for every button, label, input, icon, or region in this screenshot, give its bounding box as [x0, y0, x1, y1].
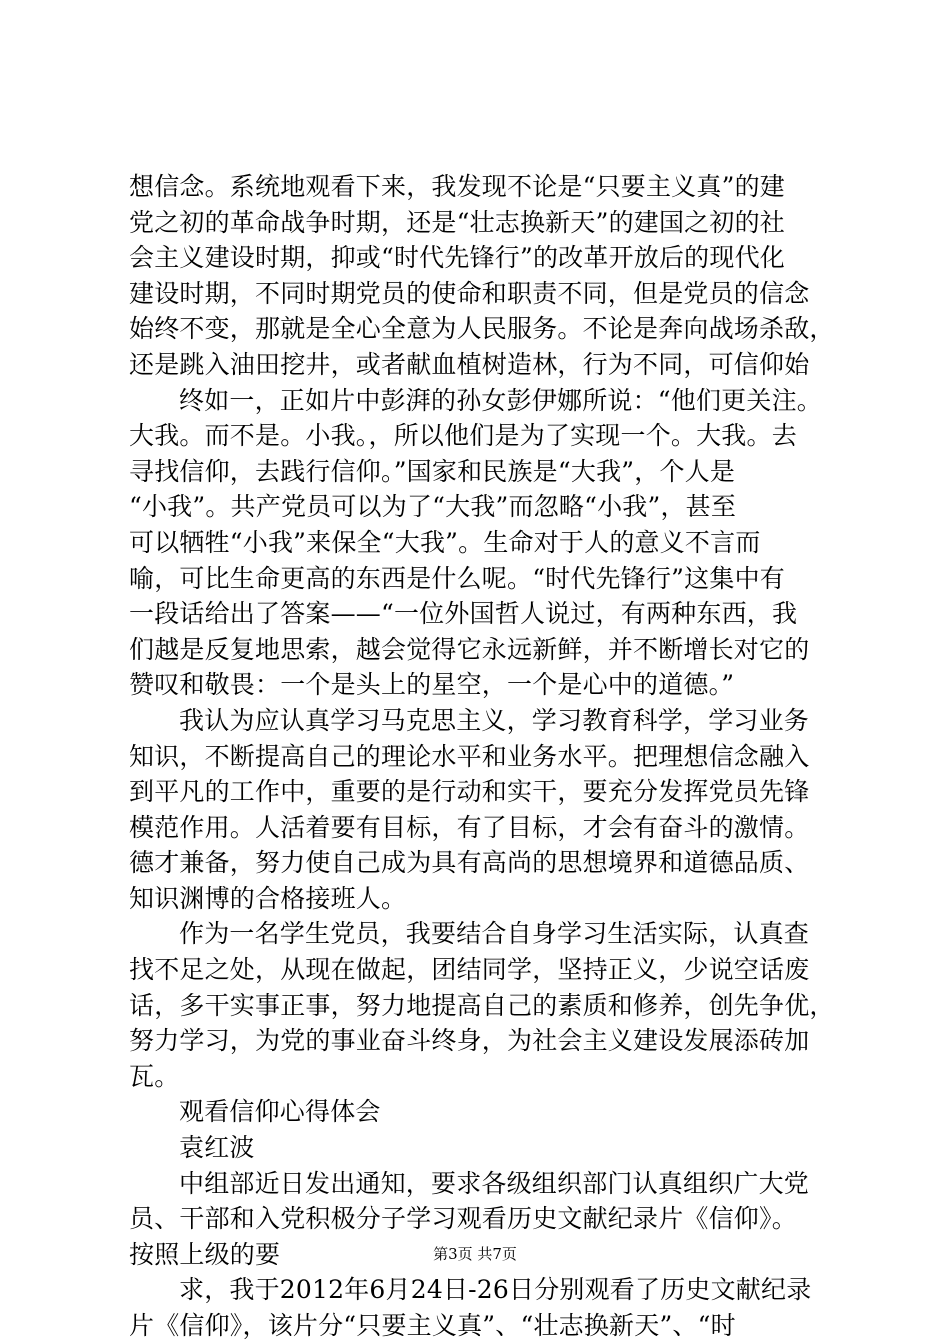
text-line: 中组部近日发出通知，要求各级组织部门认真组织广大党 [179, 1168, 810, 1198]
text-line: 喻，可比生命更高的东西是什么呢。“时代先锋行”这集中有 [129, 563, 785, 593]
text-line: 们越是反复地思索，越会觉得它永远新鲜，并不断增长对它的 [129, 634, 810, 664]
text-line: 大我。而不是。小我。，所以他们是为了实现一个。大我。去 [129, 421, 797, 451]
text-line: 求，我于2012年6月24日-26日分别观看了历史文献纪录 [179, 1275, 812, 1305]
document-body [129, 169, 835, 1344]
text-line: 知识，不断提高自己的理论水平和业务水平。把理想信念融入 [129, 741, 810, 771]
text-line: 想信念。系统地观看下来，我发现不论是“只要主义真”的建 [129, 172, 785, 201]
text-line: 作为一名学生党员，我要结合自身学习生活实际，认真查 [179, 919, 810, 949]
text-line: 我认为应认真学习马克思主义，学习教育科学，学习业务 [179, 705, 810, 735]
text-line: 观看信仰心得体会 [179, 1097, 381, 1127]
text-line: 赞叹和敬畏：一个是头上的星空，一个是心中的道德。” [129, 670, 735, 700]
text-line: 德才兼备，努力使自己成为具有高尚的思想境界和道德品质、 [129, 848, 810, 878]
text-line: 寻找信仰，去践行信仰。”国家和民族是“大我”，个人是 [129, 456, 736, 486]
text-line: 话，多干实事正事，努力地提高自己的素质和修养，创先争优， [129, 990, 835, 1020]
text-line: 可以牺牲“小我”来保全“大我”。生命对于人的意义不言而 [129, 527, 761, 557]
text-line: 袁红波 [179, 1133, 255, 1163]
page-footer: 第3页 共7页 [433, 1245, 517, 1263]
text-line: 建设时期，不同时期党员的使命和职责不同，但是党员的信念 [129, 278, 810, 308]
text-line: 会主义建设时期，抑或“时代先锋行”的改革开放后的现代化 [129, 243, 785, 273]
text-line: 一段话给出了答案——“一位外国哲人说过，有两种东西，我 [129, 599, 798, 629]
text-line: 到平凡的工作中，重要的是行动和实干，要充分发挥党员先锋 [129, 777, 810, 807]
text-line: 党之初的革命战争时期，还是“壮志换新天”的建国之初的社 [129, 207, 785, 237]
text-line: 片《信仰》，该片分“只要主义真”、“壮志换新天”、“时 [129, 1311, 736, 1340]
text-line: 找不足之处，从现在做起，团结同学，坚持正义，少说空话废 [129, 955, 810, 985]
text-line: 员、干部和入党积极分子学习观看历史文献纪录片《信仰》。 [129, 1204, 797, 1234]
text-line: “小我”。共产党员可以为了“大我”而忽略“小我”，甚至 [129, 492, 737, 522]
text-line: 瓦。 [129, 1061, 180, 1091]
text-line: 按照上级的要 [129, 1239, 281, 1269]
text-line: 模范作用。人活着要有目标，有了目标，才会有奋斗的激情。 [129, 812, 810, 842]
text-line: 努力学习，为党的事业奋斗终身，为社会主义建设发展添砖加 [129, 1026, 810, 1056]
text-line: 还是跳入油田挖井，或者献血植树造林，行为不同，可信仰始 [129, 349, 810, 379]
text-line: 知识渊博的合格接班人。 [129, 883, 407, 913]
text-line: 始终不变，那就是全心全意为人民服务。不论是奔向战场杀敌， [129, 314, 835, 344]
text-line: 终如一，正如片中彭湃的孙女彭伊娜所说：“他们更关注。 [179, 385, 822, 415]
